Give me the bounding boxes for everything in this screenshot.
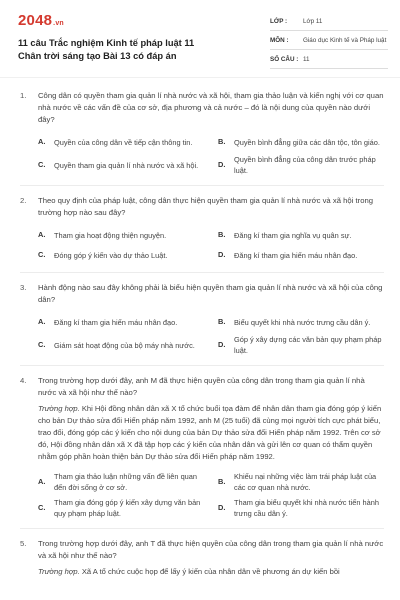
option-text: Quyền bình đẳng giữa các dân tộc, tôn giáo. — [234, 137, 380, 147]
logo-suffix: .vn — [53, 20, 64, 27]
option-a[interactable] — [38, 471, 204, 493]
option-text: Đăng kí tham gia hiến máu nhân đạo. — [234, 250, 358, 260]
option-b[interactable] — [218, 134, 384, 150]
option-letter: C. — [38, 250, 46, 259]
option-list — [20, 134, 384, 176]
meta-row-count — [270, 50, 388, 69]
site-logo[interactable] — [18, 12, 214, 29]
option-letter: A. — [38, 317, 46, 326]
option-letter: A. — [38, 230, 46, 239]
option-text: Tham gia biểu quyết khi nhà nước tiến hành trưng cầu dân ý. — [234, 498, 379, 518]
option-text: Đăng kí tham gia hiến máu nhân đạo. — [54, 317, 178, 327]
option-letter: D. — [218, 340, 226, 349]
option-text: Biểu quyết khi nhà nước trưng cầu dân ý. — [234, 317, 371, 327]
option-letter: C. — [38, 503, 46, 512]
question-header — [20, 90, 384, 126]
scenario-text — [20, 566, 384, 578]
meta-key: SỐ CÂU : — [270, 55, 299, 63]
divider — [20, 528, 384, 529]
option-text: Tham gia đóng góp ý kiến xây dựng văn bản quy phạm pháp luật. — [54, 498, 201, 518]
option-letter: B. — [218, 477, 226, 486]
question-2 — [20, 195, 384, 263]
option-text: Góp ý xây dựng các văn bản quy phạm pháp luật. — [234, 335, 382, 355]
option-c[interactable] — [38, 247, 204, 263]
option-text: Tham gia thảo luận những vấn đề liên quan đến đời sống ở cơ sở. — [54, 472, 198, 492]
option-d[interactable] — [218, 247, 384, 263]
option-list — [20, 227, 384, 263]
option-letter: D. — [218, 503, 226, 512]
divider — [20, 185, 384, 186]
question-text: Công dân có quyền tham gia quản lí nhà nước và xã hội, tham gia thảo luận và kiến nghị với cơ quan nhà nước về các vấn đề của cơ sở, địa phương và cả nước – đó là nội dung của quyền nào dưới đây? — [38, 91, 384, 124]
question-text: Trong trường hợp dưới đây, anh T đã thực hiện quyền của công dân trong tham gia quản lí nhà nước và xã hội như thế nào? — [38, 539, 384, 560]
option-text: Đăng kí tham gia nghĩa vụ quân sự. — [234, 230, 352, 240]
option-d[interactable] — [218, 497, 384, 519]
option-letter: A. — [38, 137, 46, 146]
question-header — [20, 282, 384, 306]
option-c[interactable] — [38, 154, 204, 176]
question-header — [20, 538, 384, 562]
option-letter: C. — [38, 160, 46, 169]
option-letter: D. — [218, 160, 226, 169]
option-text: Đóng góp ý kiến vào dự thảo Luật. — [54, 250, 168, 260]
divider — [20, 365, 384, 366]
question-number: 1. — [20, 91, 27, 100]
option-letter: D. — [218, 250, 226, 259]
question-list — [0, 78, 400, 578]
option-c[interactable] — [38, 334, 204, 356]
option-d[interactable] — [218, 154, 384, 176]
question-number: 4. — [20, 376, 27, 385]
option-letter: C. — [38, 340, 46, 349]
option-list — [20, 314, 384, 356]
option-a[interactable] — [38, 227, 204, 243]
divider — [20, 272, 384, 273]
meta-row-subject — [270, 31, 388, 50]
option-text: Tham gia hoạt động thiện nguyện. — [54, 230, 167, 240]
option-a[interactable] — [38, 314, 204, 330]
scenario-body: Khi Hội đồng nhân dân xã X tổ chức buổi tọa đàm để nhân dân tham gia đóng góp ý kiến cho bản Dự thảo sửa đổi Hiến pháp năm 1992, anh M (25 tuổi) đã cùng mọi người tích cực phát biểu, trao đổi, đóng góp các ý kiến cho nội dung của bản Dự thảo sửa đổi Hiến pháp năm 1992. Trên cơ sở đó, Hội đồng nhân dân xã X đã tập hợp các ý kiến của nhân dân và gửi lên cơ quan có thẩm quyền nhằm góp phần hoàn thiện bản Dự thảo sửa đổi Hiến pháp năm 1992. — [38, 404, 382, 461]
scenario-lead: Trường hợp. — [38, 404, 80, 413]
option-letter: B. — [218, 137, 226, 146]
document-header — [0, 0, 400, 78]
meta-value: Giáo dục Kinh tế và Pháp luật — [303, 36, 387, 44]
option-b[interactable] — [218, 227, 384, 243]
scenario-lead: Trường hợp. — [38, 567, 80, 576]
scenario-body: Xã A tổ chức cuộc họp để lấy ý kiến của nhân dân về phương án dự kiến bồi — [79, 567, 340, 576]
option-a[interactable] — [38, 134, 204, 150]
option-text: Khiếu nại những việc làm trái pháp luật của các cơ quan nhà nước. — [234, 472, 377, 492]
meta-key: LỚP : — [270, 17, 288, 25]
option-text: Quyền của công dân về tiếp cận thông tin. — [54, 137, 193, 147]
question-text: Trong trường hợp dưới đây, anh M đã thực hiện quyền của công dân trong tham gia quản lí nhà nước và xã hội như thế nào? — [38, 376, 365, 397]
document-title: 11 câu Trắc nghiệm Kinh tế pháp luật 11 Chân trời sáng tạo Bài 13 có đáp án — [18, 38, 195, 61]
logo-text: 2048 — [18, 12, 53, 29]
option-d[interactable] — [218, 334, 384, 356]
meta-value: Lớp 11 — [303, 17, 323, 25]
option-text: Giám sát hoạt động của bộ máy nhà nước. — [54, 340, 195, 350]
option-c[interactable] — [38, 497, 204, 519]
question-3 — [20, 282, 384, 356]
question-number: 5. — [20, 539, 27, 548]
header-left — [18, 12, 214, 69]
meta-row-grade — [270, 12, 388, 31]
option-text: Quyền bình đẳng của công dân trước pháp luật. — [234, 155, 376, 175]
question-number: 2. — [20, 196, 27, 205]
question-4 — [20, 375, 384, 519]
option-letter: A. — [38, 477, 46, 486]
question-header — [20, 195, 384, 219]
meta-table — [270, 12, 388, 69]
scenario-text — [20, 403, 384, 463]
meta-key: MÔN : — [270, 36, 289, 44]
question-number: 3. — [20, 283, 27, 292]
meta-value: 11 — [303, 55, 310, 63]
question-5 — [20, 538, 384, 578]
option-letter: B. — [218, 317, 226, 326]
question-text: Hành động nào sau đây không phải là biểu hiện quyền tham gia quản lí nhà nước và xã hội của công dân? — [38, 283, 383, 304]
option-b[interactable] — [218, 471, 384, 493]
option-b[interactable] — [218, 314, 384, 330]
question-header — [20, 375, 384, 399]
option-text: Quyền tham gia quản lí nhà nước và xã hội. — [54, 160, 199, 170]
option-letter: B. — [218, 230, 226, 239]
question-1 — [20, 90, 384, 176]
option-list — [20, 471, 384, 519]
question-text: Theo quy định của pháp luật, công dân thực hiện quyền tham gia quản lí nhà nước và xã hội trong trường hợp nào sau đây? — [38, 196, 374, 217]
